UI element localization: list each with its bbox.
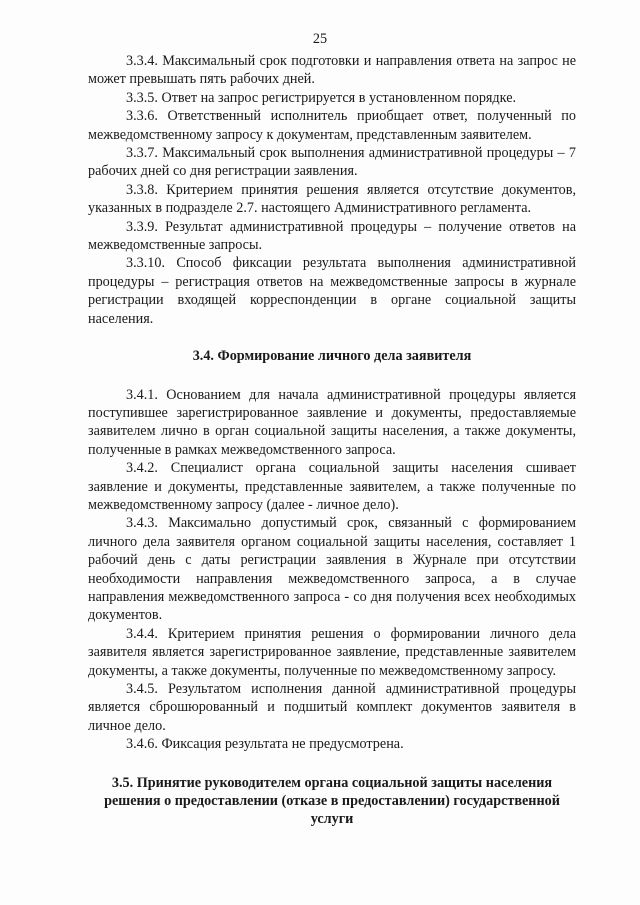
paragraph-3-4-3: 3.4.3. Максимально допустимый срок, связанный с формированием личного дела заявителя органом социальной защиты населения, составляет 1 рабочий день с даты регистрации заявления в Журнале при отсутствии необходимости направления межведомственного запроса, а в случае направления межведомственного запроса - со дня получения всех необходимых документов. [88,515,576,624]
document-body [88,52,576,829]
section-heading-3-4: 3.4. Формирование личного дела заявителя [192,348,472,365]
paragraph-3-4-1: 3.4.1. Основанием для начала административной процедуры является поступившее зарегистрированное заявление и документы, предоставляемые заявителем лично в орган социальной защиты населения, а также документы, полученные в рамках межведомственного запроса. [88,386,576,458]
page-number: 25 [312,31,328,47]
paragraph-3-4-5: 3.4.5. Результатом исполнения данной административной процедуры является сброшюрованный и подшитый комплект документов заявителя в личное дело. [88,681,576,734]
paragraph-3-3-10: 3.3.10. Способ фиксации результата выполнения административной процедуры – регистрация ответов на межведомственные запросы в журнале регистрации входящей корреспонденции в органе социальной защиты населения. [88,255,576,327]
paragraph-3-3-9: 3.3.9. Результат административной процедуры – получение ответов на межведомственные запросы. [88,218,576,254]
section-heading-3-5: 3.5. Принятие руководителем органа социальной защиты населения решения о предоставлении (отказе в предоставлении) государственной услуги [104,774,560,828]
paragraph-3-3-4: 3.3.4. Максимальный срок подготовки и направления ответа на запрос не может превышать пять рабочих дней. [88,53,576,88]
paragraph-3-4-4: 3.4.4. Критерием принятия решения о формировании личного дела заявителя является зарегистрированное заявление, представленные заявителем документы, а также документы, полученные по межведомственному запросу. [88,625,576,679]
paragraph-3-4-6: 3.4.6. Фиксация результата не предусмотрена. [126,736,404,753]
paragraph-3-4-2: 3.4.2. Специалист органа социальной защиты населения сшивает заявление и документы, представленные заявителем, а также полученные по межведомственному запросу (далее - личное дело). [88,460,576,513]
paragraph-3-3-8: 3.3.8. Критерием принятия решения является отсутствие документов, указанных в подразделе 2.7. настоящего Административного регламента. [88,181,576,217]
paragraph-3-3-5: 3.3.5. Ответ на запрос регистрируется в установленном порядке. [126,89,517,106]
paragraph-3-3-7: 3.3.7. Максимальный срок выполнения административной процедуры – 7 рабочих дней со дня регистрации заявления. [88,145,576,180]
paragraph-3-3-6: 3.3.6. Ответственный исполнитель приобщает ответ, полученный по межведомственному запросу к документам, представленным заявителем. [88,108,576,143]
